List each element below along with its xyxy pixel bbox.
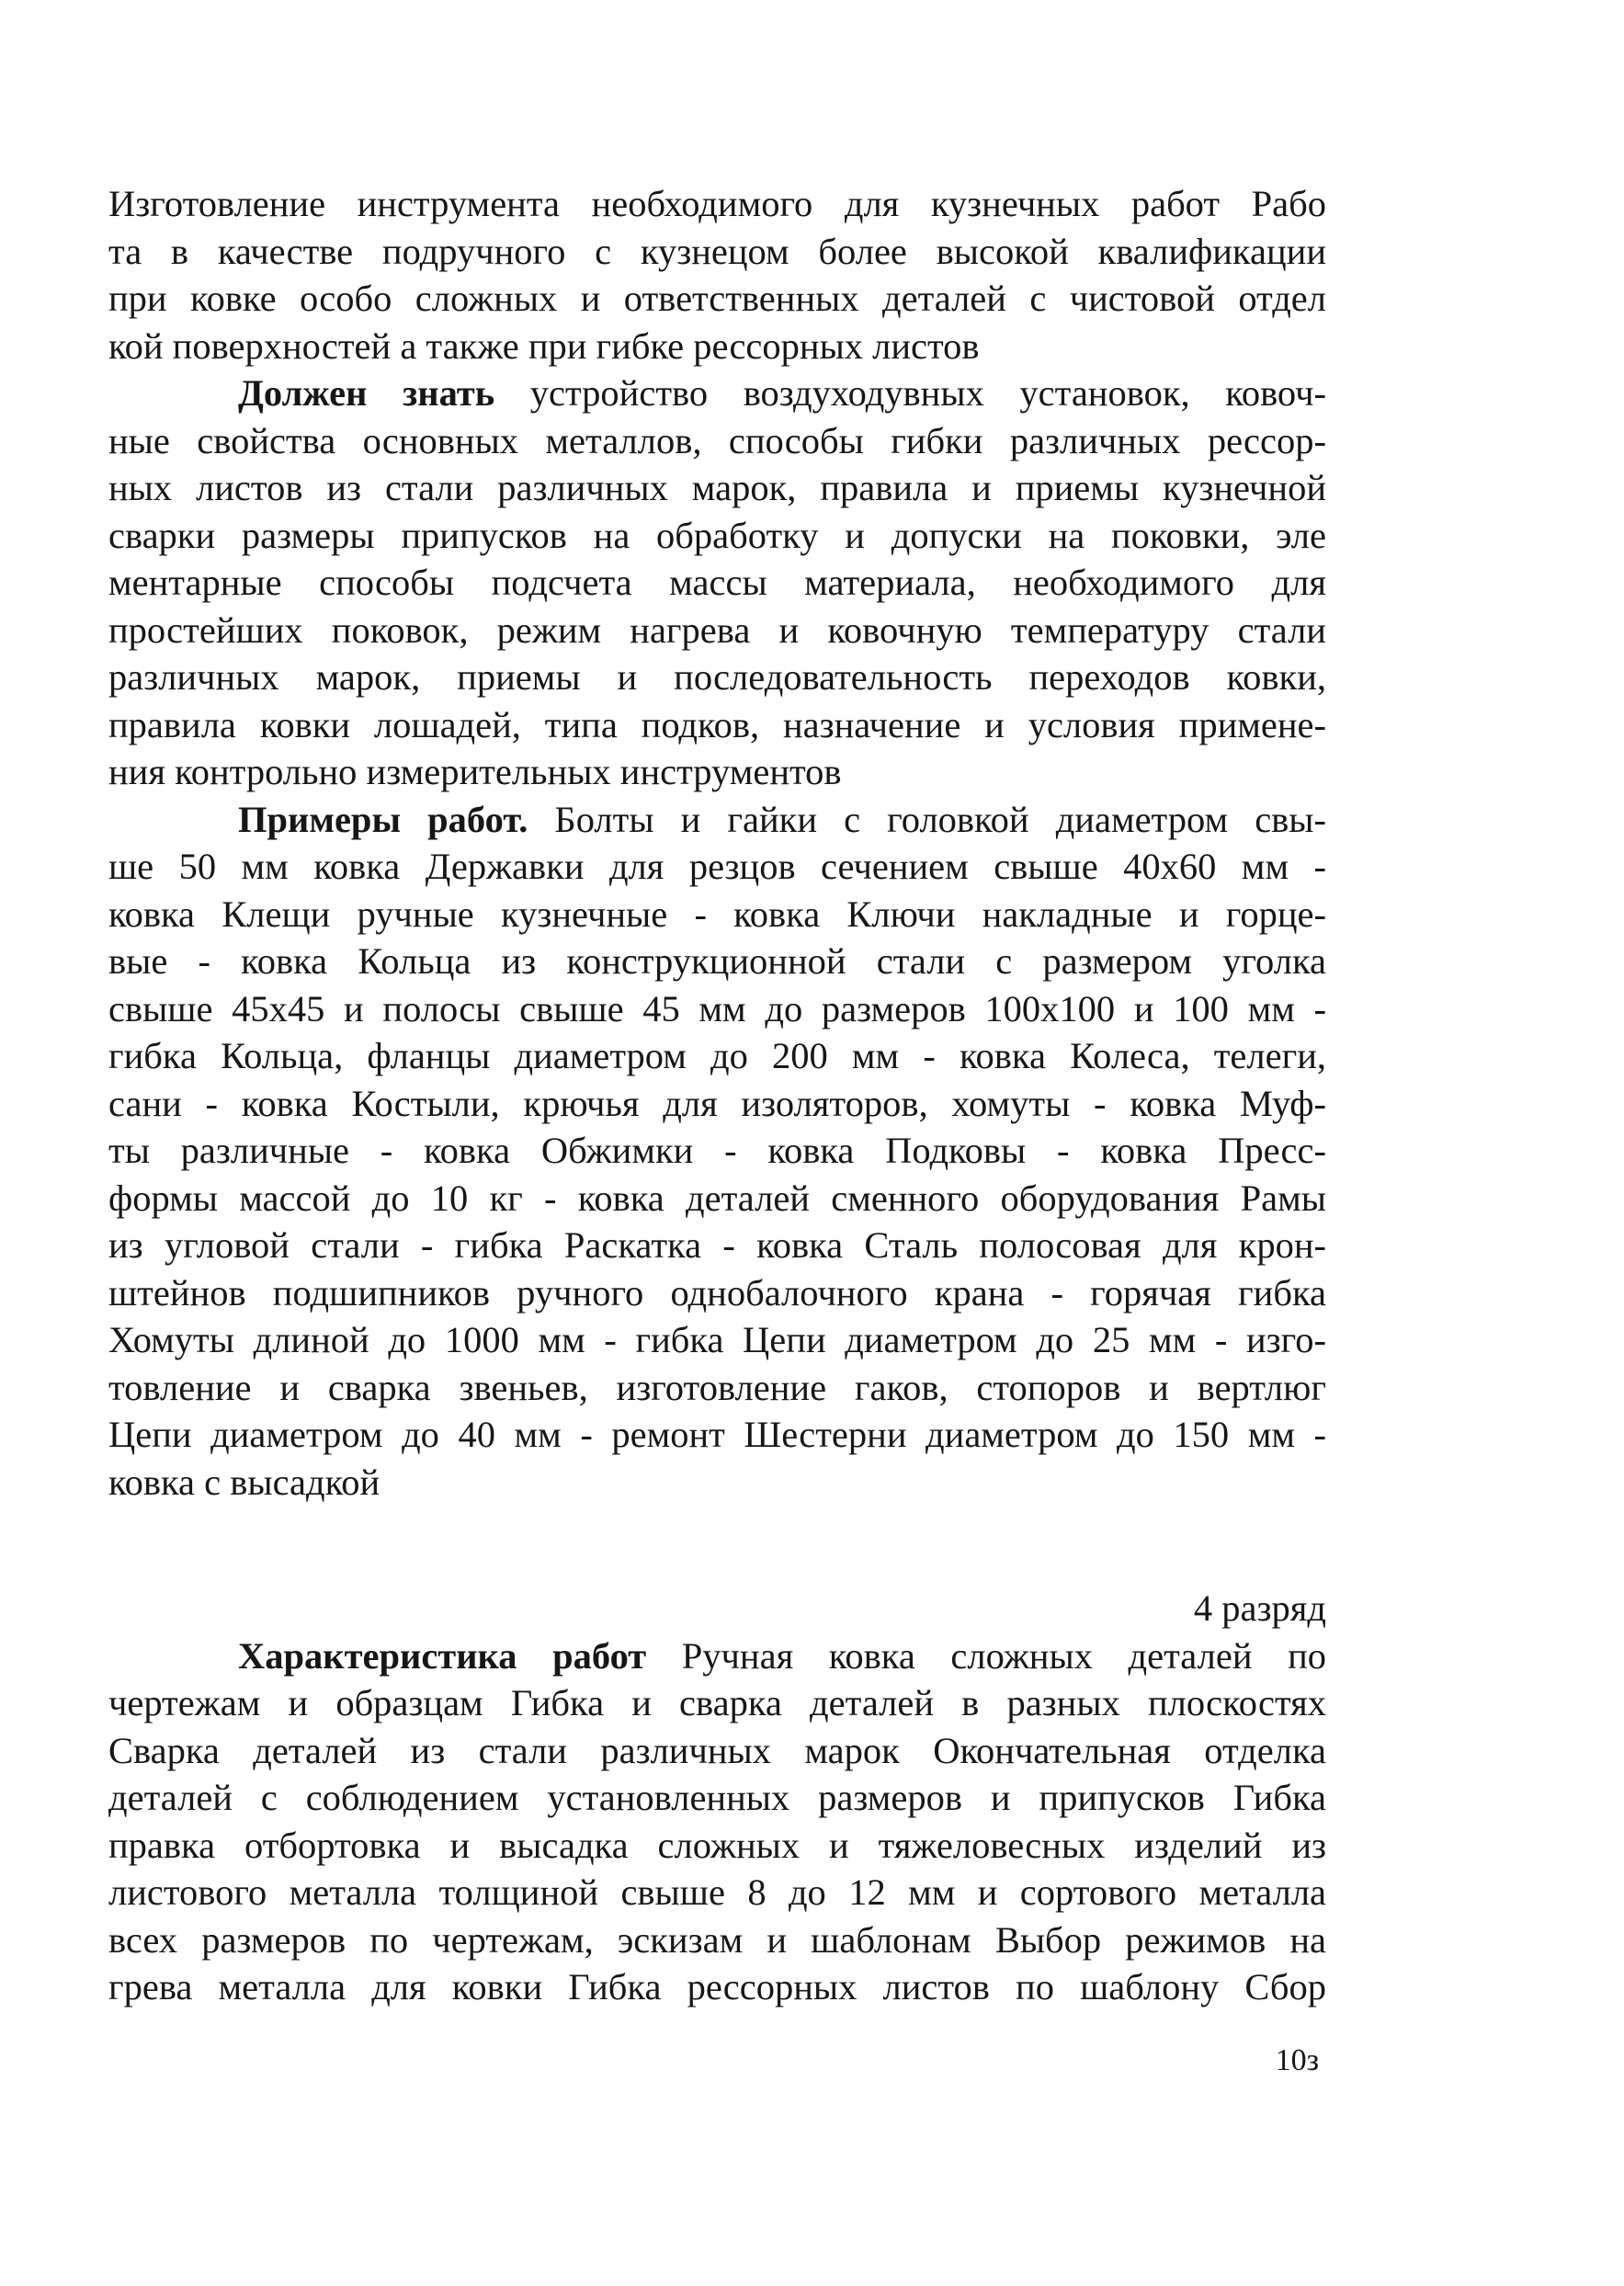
text-line: ковка с высадкой (108, 1461, 380, 1503)
grade-heading: 4 разряд (1193, 1587, 1326, 1629)
text-line: из угловой стали - гибка Раскатка - ковка Сталь полосовая для крон- (108, 1224, 1326, 1266)
page-number: 10з (1275, 2042, 1319, 2077)
text-line: при ковке особо сложных и ответственных деталей с чистовой отдел (108, 278, 1326, 319)
text-line: чертежам и образцам Гибка и сварка деталей в разных плоскостях (108, 1682, 1326, 1723)
paragraph-work-characteristics (108, 1632, 1326, 2011)
text-line: формы массой до 10 кг - ковка деталей сменного оборудования Рамы (108, 1177, 1326, 1219)
text-line (108, 796, 1326, 844)
text-line: товление и сварка звеньев, изготовление гаков, стопоров и вертлюг (108, 1366, 1326, 1408)
text-fragment: Болты и гайки с головкой диаметром свы- (528, 798, 1326, 840)
text-line: грева металла для ковки Гибка рессорных листов по шаблону Сбор (108, 1966, 1326, 2007)
text-fragment: Ручная ковка сложных деталей по (646, 1634, 1326, 1677)
text-line: та в качестве подручного с кузнецом более высокой квалификации (108, 230, 1326, 272)
text-line: свыше 45х45 и полосы свыше 45 мм до размеров 100х100 и 100 мм - (108, 987, 1326, 1029)
text-line: деталей с соблюдением установленных размеров и припусков Гибка (108, 1777, 1326, 1818)
text-line: Хомуты длиной до 1000 мм - гибка Цепи диаметром до 25 мм - изго- (108, 1319, 1326, 1360)
text-line: штейнов подшипников ручного однобалочного крана - горячая гибка (108, 1271, 1326, 1314)
text-line: различных марок, приемы и последовательность переходов ковки, (108, 656, 1326, 698)
text-line: Сварка деталей из стали различных марок Окончательная отделка (108, 1729, 1326, 1771)
work-characteristics-heading: Характеристика работ (238, 1634, 647, 1677)
paragraph-must-know (108, 370, 1326, 796)
text-line: всех размеров по чертежам, эскизам и шаблонам Выбор режимов на (108, 1918, 1326, 1961)
text-line: ния контрольно измерительных инструментов (108, 751, 842, 792)
text-line: ше 50 мм ковка Державки для резцов сечением свыше 40х60 мм - (108, 846, 1326, 887)
text-line: вые - ковка Кольца из конструкционной стали с размером уголка (108, 940, 1326, 982)
text-line: правила ковки лошадей, типа подков, назначение и условия примене- (108, 703, 1326, 745)
text-line (108, 370, 1326, 417)
text-line: сани - ковка Костыли, крючья для изоляторов, хомуты - ковка Муф- (108, 1082, 1326, 1124)
text-line (108, 1632, 1326, 1680)
text-line: правка отбортовка и высадка сложных и тяжеловесных изделий из (108, 1824, 1326, 1866)
text-line: ные свойства основных металлов, способы гибки различных рессор- (108, 419, 1326, 461)
text-line: сварки размеры припусков на обработку и допуски на поковки, эле (108, 514, 1326, 556)
paragraph-work-examples (108, 796, 1326, 1507)
must-know-heading: Должен знать (238, 372, 495, 414)
text-line: кой поверхностей а также при гибке рессорных листов (108, 324, 980, 367)
text-line: Изготовление инструмента необходимого для кузнечных работ Рабо (108, 183, 1326, 224)
paragraph-duties-continued (108, 180, 1326, 370)
work-examples-heading: Примеры работ. (238, 798, 528, 840)
text-line: простейших поковок, режим нагрева и ковочную температуру стали (108, 608, 1326, 651)
text-line: Цепи диаметром до 40 мм - ремонт Шестерни диаметром до 150 мм - (108, 1414, 1326, 1455)
text-line: листового металла толщиной свыше 8 до 12 мм и сортового металла (108, 1871, 1326, 1913)
text-line: ных листов из стали различных марок, правила и приемы кузнечной (108, 467, 1326, 508)
text-line: ментарные способы подсчета массы материала, необходимого для (108, 562, 1326, 603)
text-line: ковка Клещи ручные кузнечные - ковка Ключи накладные и горце- (108, 893, 1326, 935)
text-fragment: устройство воздуходувных установок, ковоч- (494, 372, 1326, 414)
document-page (108, 180, 1326, 2079)
text-line: ты различные - ковка Обжимки - ковка Подковы - ковка Пресс- (108, 1130, 1326, 1171)
text-line: гибка Кольца, фланцы диаметром до 200 мм - ковка Колеса, телеги, (108, 1035, 1326, 1076)
